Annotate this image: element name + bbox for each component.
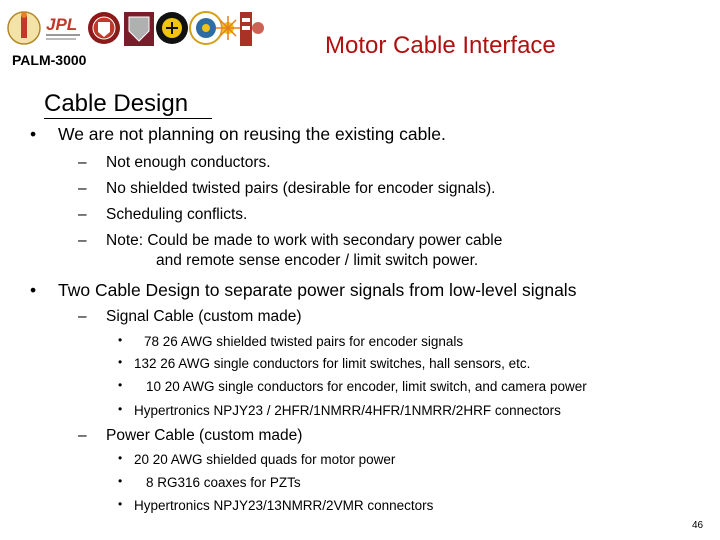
bullet-dot: • — [118, 355, 123, 369]
power-cable-label: Power Cable (custom made) — [106, 427, 303, 444]
svg-text:JPL: JPL — [46, 15, 78, 34]
bullet-dot: • — [118, 402, 123, 416]
signal-item-text: 132 26 AWG single conductors for limit switches, hall sensors, etc. — [134, 356, 531, 371]
signal-item-text: 78 26 AWG shielded twisted pairs for encoder signals — [144, 334, 464, 349]
caltech-seal-icon — [8, 12, 40, 44]
bullet-dash: – — [78, 232, 87, 249]
partner-logo-icon — [252, 22, 264, 34]
jpl-logo-icon — [44, 12, 84, 44]
shield-crest-icon — [124, 12, 154, 46]
heading-underline — [44, 118, 212, 119]
bullet-dash: – — [78, 154, 87, 171]
partner-seal-icon — [88, 12, 120, 44]
signal-item-text: 10 20 AWG single conductors for encoder, limit switch, and camera power — [146, 379, 587, 394]
bullet-dot: • — [118, 451, 123, 465]
power-item-text: 8 RG316 coaxes for PZTs — [146, 475, 301, 490]
bullet-dash: – — [78, 427, 87, 444]
sub-bullet-text: Scheduling conflicts. — [106, 206, 248, 223]
sub-bullet-continuation: and remote sense encoder / limit switch power. — [156, 252, 479, 269]
sub-bullet-text: Note: Could be made to work with secondary power cable — [106, 232, 503, 249]
sub-bullet-text: No shielded twisted pairs (desirable for encoder signals). — [106, 180, 496, 197]
bullet-dot: • — [118, 378, 123, 392]
bullet-dash: – — [78, 180, 87, 197]
section-heading: Cable Design — [44, 90, 189, 117]
power-item-text: 20 20 AWG shielded quads for motor power — [134, 452, 396, 467]
bullet-dash: – — [78, 206, 87, 223]
bullet-dot: • — [30, 124, 37, 144]
signal-cable-label: Signal Cable (custom made) — [106, 308, 302, 325]
slide-title: Motor Cable Interface — [325, 32, 556, 59]
sub-bullet-text: Not enough conductors. — [106, 154, 271, 171]
power-item-text: Hypertronics NPJY23/13NMRR/2VMR connectors — [134, 498, 434, 513]
bullet-text: We are not planning on reusing the existing cable. — [58, 124, 446, 144]
page-number: 46 — [692, 520, 704, 531]
signal-item-text: Hypertronics NPJY23 / 2HFR/1NMRR/4HFR/1NMRR/2HRF connectors — [134, 403, 561, 418]
bullet-dot: • — [118, 474, 123, 488]
observatory-seal-icon — [240, 12, 252, 46]
footer-label: PALM-3000 — [12, 52, 87, 68]
institution-logos — [6, 6, 264, 52]
bullet-dot: • — [118, 333, 123, 347]
bullet-text: Two Cable Design to separate power signals from low-level signals — [58, 280, 577, 300]
bullet-dash: – — [78, 308, 87, 325]
bullet-dot: • — [118, 497, 123, 511]
bullet-dot: • — [30, 280, 37, 300]
emblem-seal-icon — [156, 12, 188, 44]
